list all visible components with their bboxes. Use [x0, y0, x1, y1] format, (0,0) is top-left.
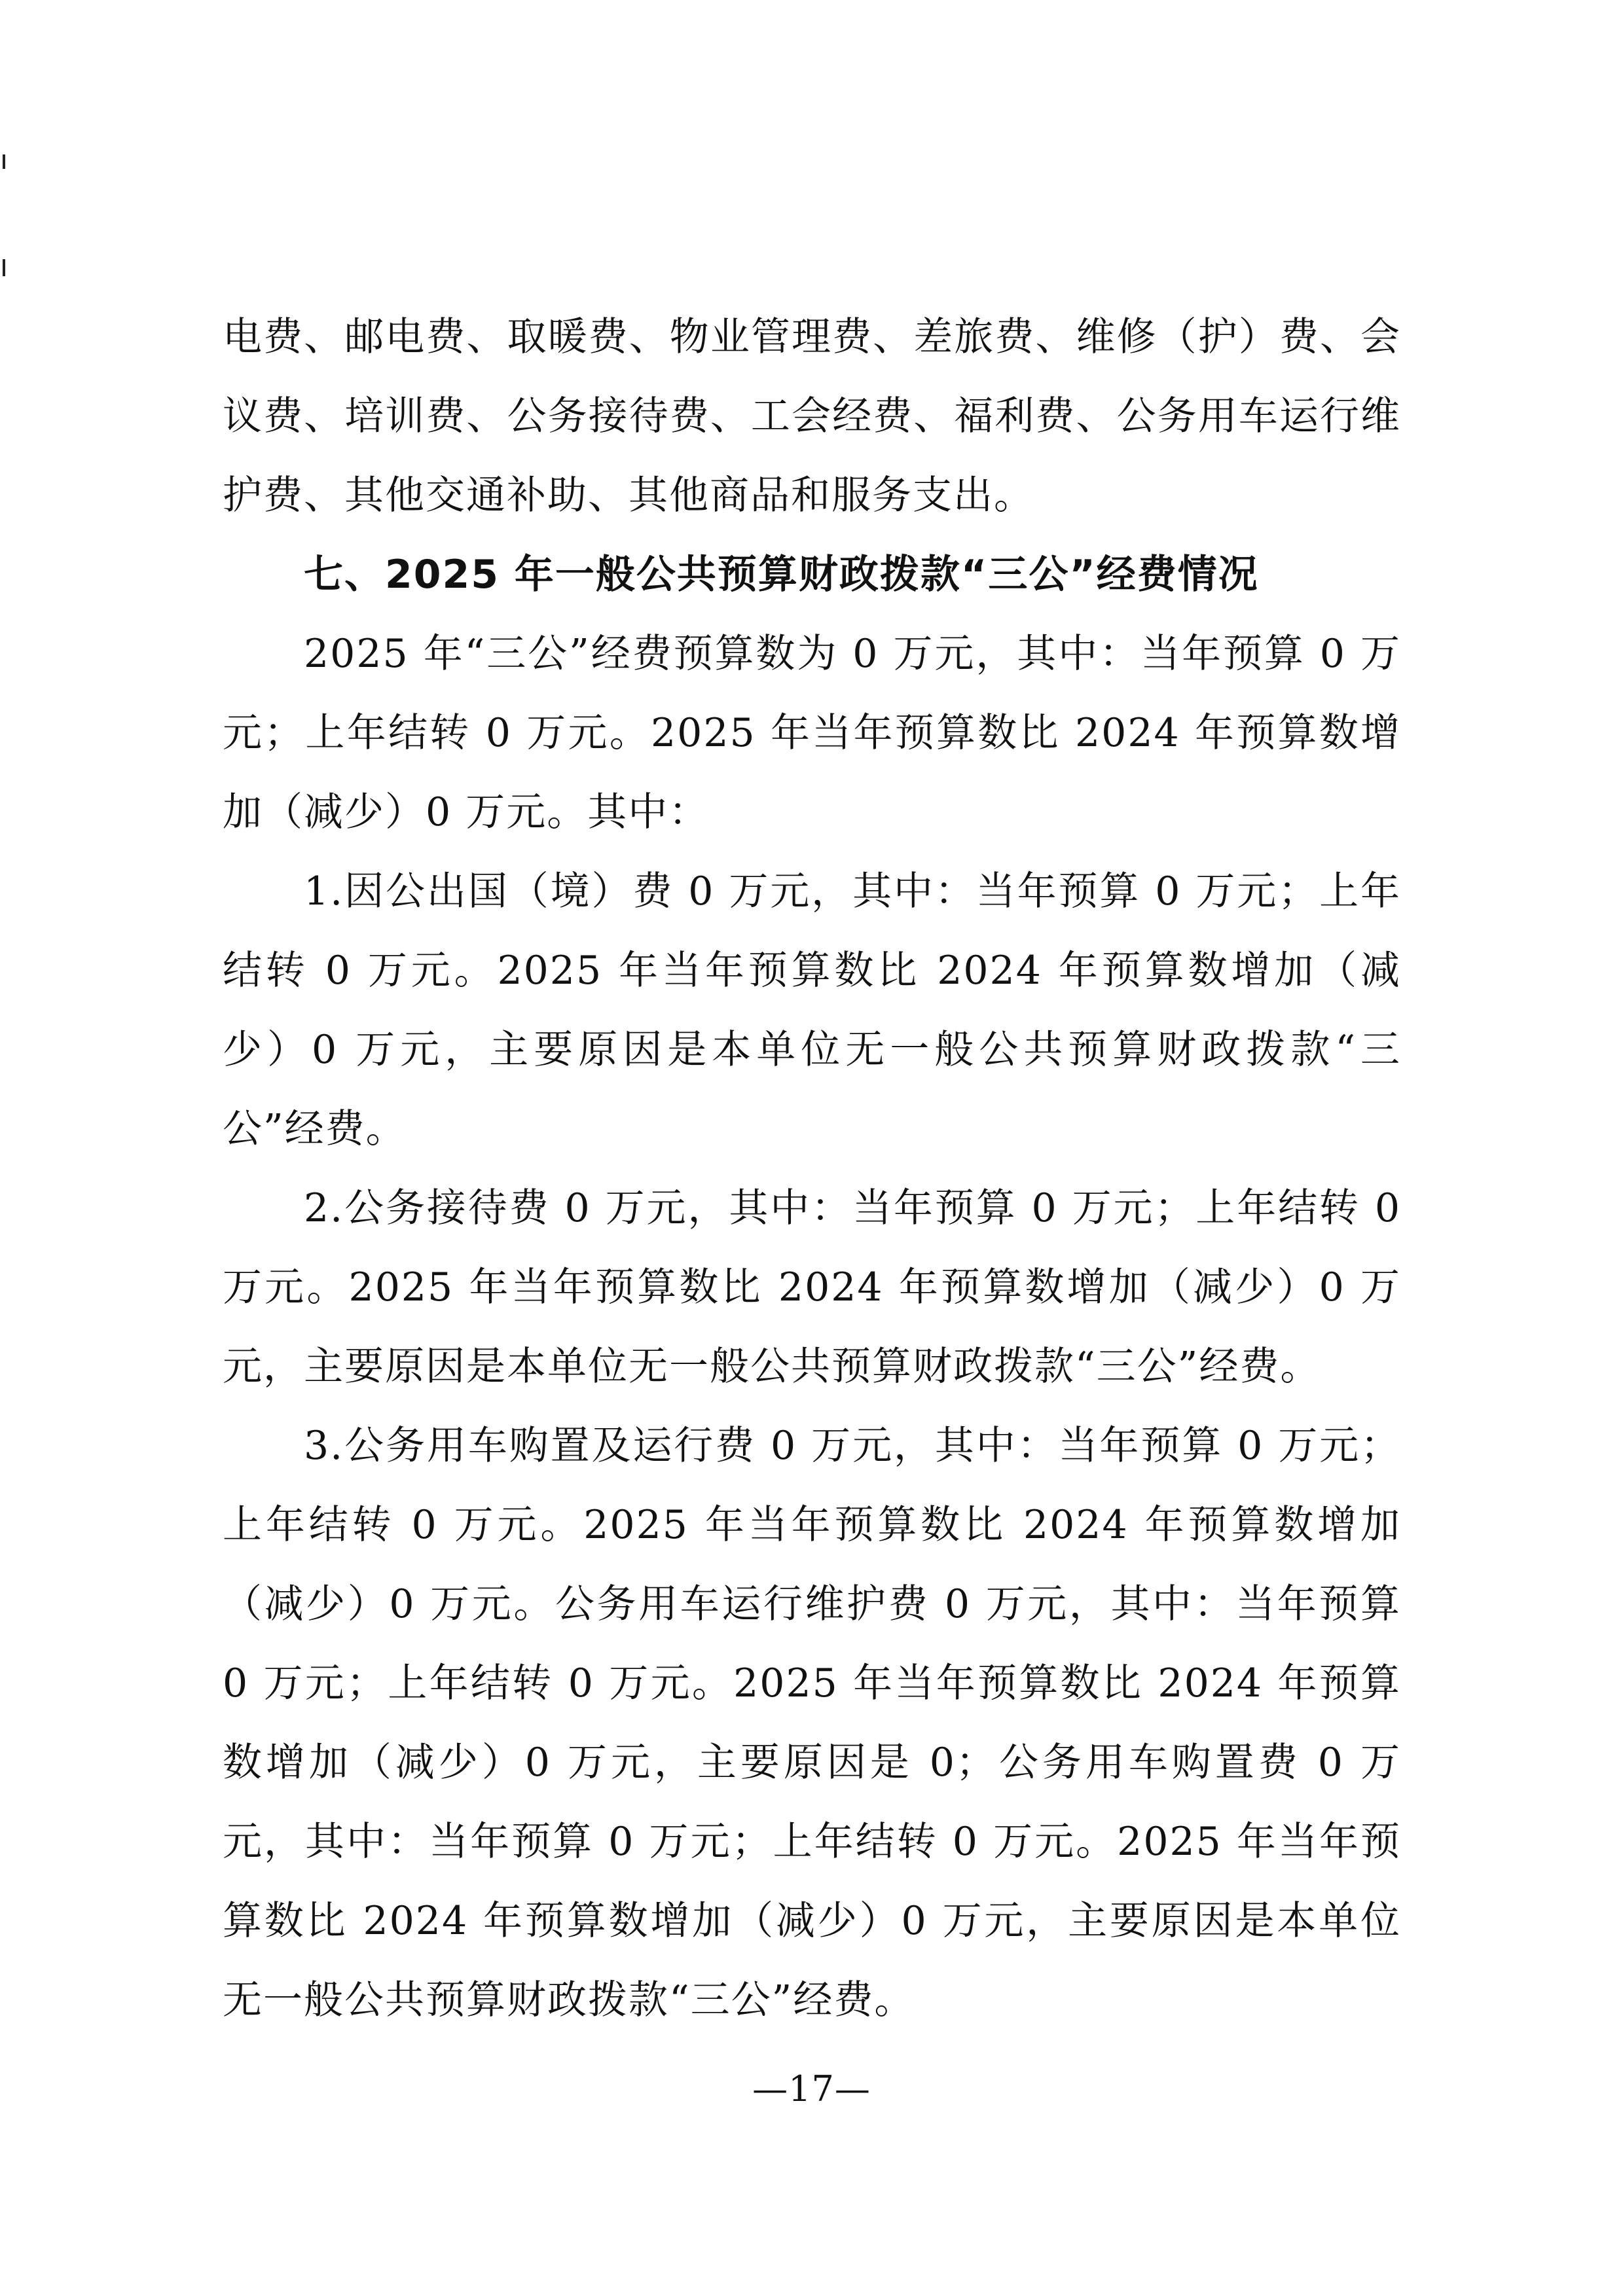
- section-heading: 七、2025 年一般公共预算财政拨款“三公”经费情况: [304, 552, 1259, 598]
- margin-mark: [3, 259, 5, 276]
- item-paragraph-1: 1.因公出国（境）费 0 万元，其中：当年预算 0 万元；上年结转 0 万元。2025 年当年预算数比 2024 年预算数增加（减少）0 万元，主要原因是本单位无一般公共预算财政拨款“三公”经费。: [223, 869, 1401, 1152]
- summary-paragraph: 2025 年“三公”经费预算数为 0 万元，其中：当年预算 0 万元；上年结转 0 万元。2025 年当年预算数比 2024 年预算数增加（减少）0 万元。其中：: [223, 631, 1401, 835]
- item-paragraph-2: 2.公务接待费 0 万元，其中：当年预算 0 万元；上年结转 0 万元。2025 年当年预算数比 2024 年预算数增加（减少）0 万元，主要原因是本单位无一般公共预算财政拨款“三公”经费。: [223, 1185, 1401, 1390]
- margin-mark: [3, 154, 5, 169]
- continuation-paragraph: 电费、邮电费、取暖费、物业管理费、差旅费、维修（护）费、会议费、培训费、公务接待费、工会经费、福利费、公务用车运行维护费、其他交通补助、其他商品和服务支出。: [223, 314, 1401, 518]
- document-body: [223, 298, 1401, 2040]
- item-paragraph-3: 3.公务用车购置及运行费 0 万元，其中：当年预算 0 万元；上年结转 0 万元。2025 年当年预算数比 2024 年预算数增加（减少）0 万元。公务用车运行维护费 0 万元，其中：当年预算 0 万元；上年结转 0 万元。2025 年当年预算数比 2024 年预算数增加（减少）0 万元，主要原因是 0；公务用车购置费 0 万元，其中：当年预算 0 万元；上年结转 0 万元。2025 年当年预算数比 2024 年预算数增加（减少）0 万元，主要原因是本单位无一般公共预算财政拨款“三公”经费。: [223, 1423, 1401, 2023]
- page-number: —17—: [752, 2068, 871, 2109]
